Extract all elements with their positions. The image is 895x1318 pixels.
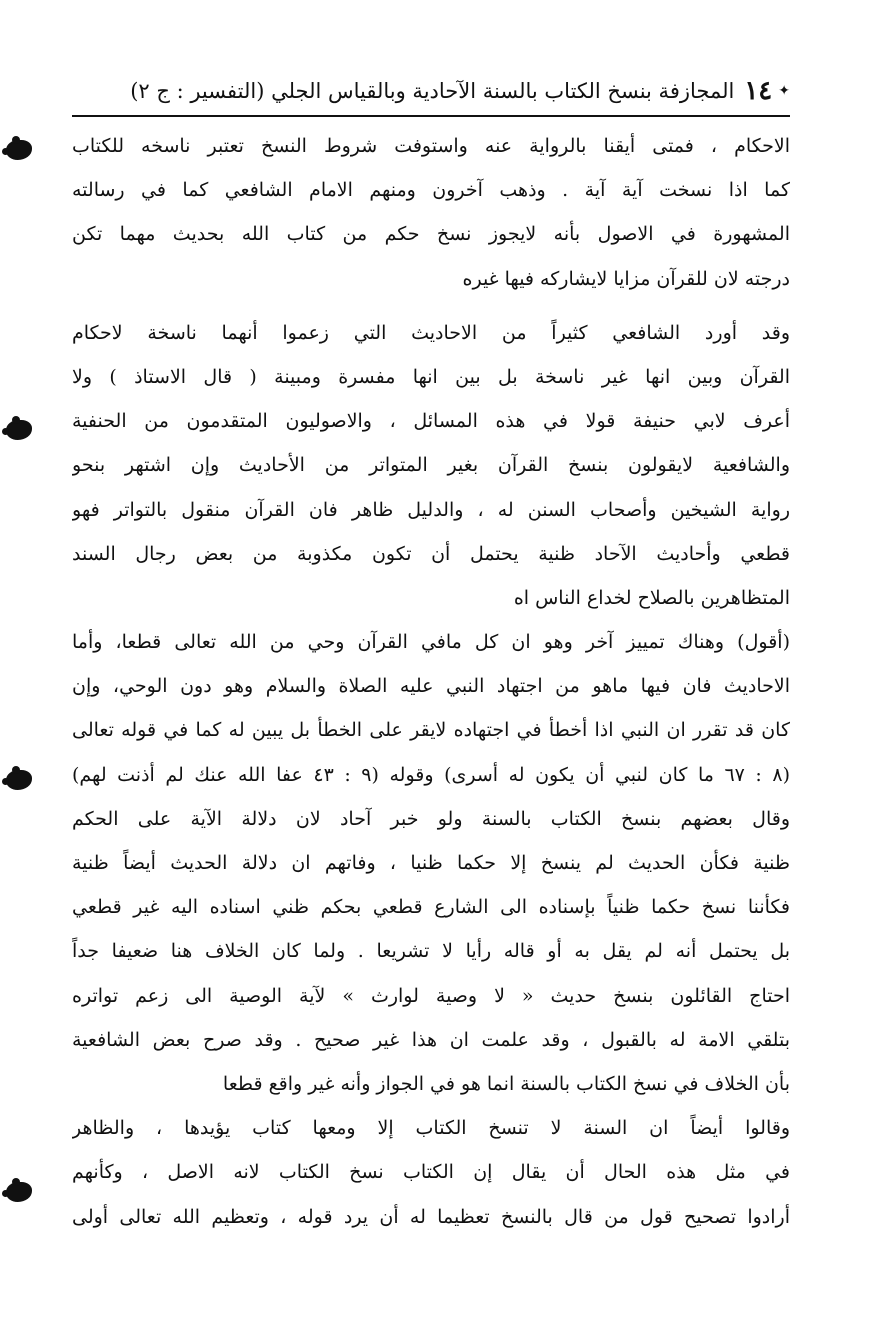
text-line: (٨ : ٦٧ ما كان لنبي أن يكون له أسرى) وقوله (٩ : ٤٣ عفا الله عنك لم أذنت لهم) [72, 763, 790, 786]
ink-blot-icon [6, 770, 32, 790]
text-line: درجته لان للقرآن مزايا لايشاركه فيها غيره [462, 267, 790, 290]
text-line: أعرف لابي حنيفة قولا في هذه المسائل ، والاصوليون المتقدمون من الحنفية [72, 410, 790, 433]
paragraph-first-line: وقال بعضهم بنسخ الكتاب بالسنة ولو خبر آحاد لان دلالة الآية على الحكم [72, 807, 790, 830]
text-line: ظنية فكأن الحديث لم ينسخ إلا حكما ظنيا ، وفاتهم ان دلالة الحديث أيضاً ظنية [72, 852, 790, 874]
text-line: القرآن وبين انها غير ناسخة بل بين انها مفسرة ومبينة ( قال الاستاذ ) ولا [72, 365, 790, 388]
text-body [72, 124, 790, 1239]
text-line: المتظاهرين بالصلاح لخداع الناس اه [513, 586, 790, 609]
ink-blot-icon [6, 420, 32, 440]
header-title: المجازفة بنسخ الكتاب بالسنة الآحادية وبالقياس الجلي (التفسير : ج ٢) [130, 79, 735, 103]
text-line: بأن الخلاف في نسخ الكتاب بالسنة انما هو في الجواز وأنه غير واقع قطعا [222, 1072, 790, 1095]
text-line: أرادوا تصحيح قول من قال بالنسخ تعظيما له أن يرد قوله ، وتعظيم الله تعالى أولى [72, 1205, 790, 1228]
paragraph-first-line: (أقول) وهناك تمييز آخر وهو ان كل مافي القرآن وحي من الله تعالى قطعا، وأما [72, 631, 790, 654]
text-line: والشافعية لايقولون بنسخ القرآن بغير المتواتر من الأحاديث وإن اشتهر بنحو [72, 454, 790, 477]
text-line: بل يحتمل أنه لم يقل به أو قاله رأيا لا تشريعا . ولما كان الخلاف هنا ضعيفا جداً [72, 940, 790, 963]
text-line: الاحاديث فان فيها ماهو من اجتهاد النبي عليه الصلاة والسلام وهو دون الوحي، وإن [72, 675, 790, 698]
text-line: قطعي وأحاديث الآحاد ظنية يحتمل أن تكون مكذوبة من بعض رجال السند [72, 542, 790, 565]
text-line: المشهورة في الاصول بأنه لايجوز نسخ حكم من كتاب الله بحديث مهما تكن [72, 223, 790, 246]
ink-blot-icon [6, 1182, 32, 1202]
text-line: احتاج القائلون بنسخ حديث « لا وصية لوارث » لآية الوصية الى زعم تواتره [72, 984, 790, 1007]
paragraph-first-line: وقد أورد الشافعي كثيراً من الاحاديث التي زعموا أنهما ناسخة لاحكام [72, 321, 790, 344]
text-line: الاحكام ، فمتى أيقنا بالرواية عنه واستوفت شروط النسخ تعتبر ناسخه للكتاب [72, 135, 790, 157]
text-line: كان قد تقرر ان النبي اذا أخطأ في اجتهاده لايقر على الخطأ بل يبين له كما في قوله تعالى [72, 719, 790, 742]
running-header [72, 70, 790, 112]
paragraph-first-line: وقالوا أيضاً ان السنة لا تنسخ الكتاب إلا ومعها كتاب يؤيدها ، والظاهر [72, 1117, 790, 1140]
ink-blot-icon [6, 140, 32, 160]
page-number: ١٤ [744, 76, 773, 106]
text-line: بتلقي الامة له بالقبول ، وقد علمت ان هذا غير صحيح . وقد صرح بعض الشافعية [72, 1028, 790, 1051]
header-rule [72, 115, 790, 117]
text-line: فكأننا نسخ حكما ظنياً بإسناده الى الشارع قطعي بحكم ظني اسناده اليه غير قطعي [72, 896, 790, 919]
star-icon: ✦ [778, 83, 790, 99]
text-line: في مثل هذه الحال أن يقال إن الكتاب نسخ الكتاب لانه الاصل ، وكأنهم [72, 1161, 790, 1184]
text-line: كما اذا نسخت آية آية . وذهب آخرون ومنهم الامام الشافعي كما في رسالته [72, 179, 790, 202]
text-line: رواية الشيخين وأصحاب السنن له ، والدليل ظاهر فان القرآن منقول بالتواتر فهو [72, 498, 790, 521]
